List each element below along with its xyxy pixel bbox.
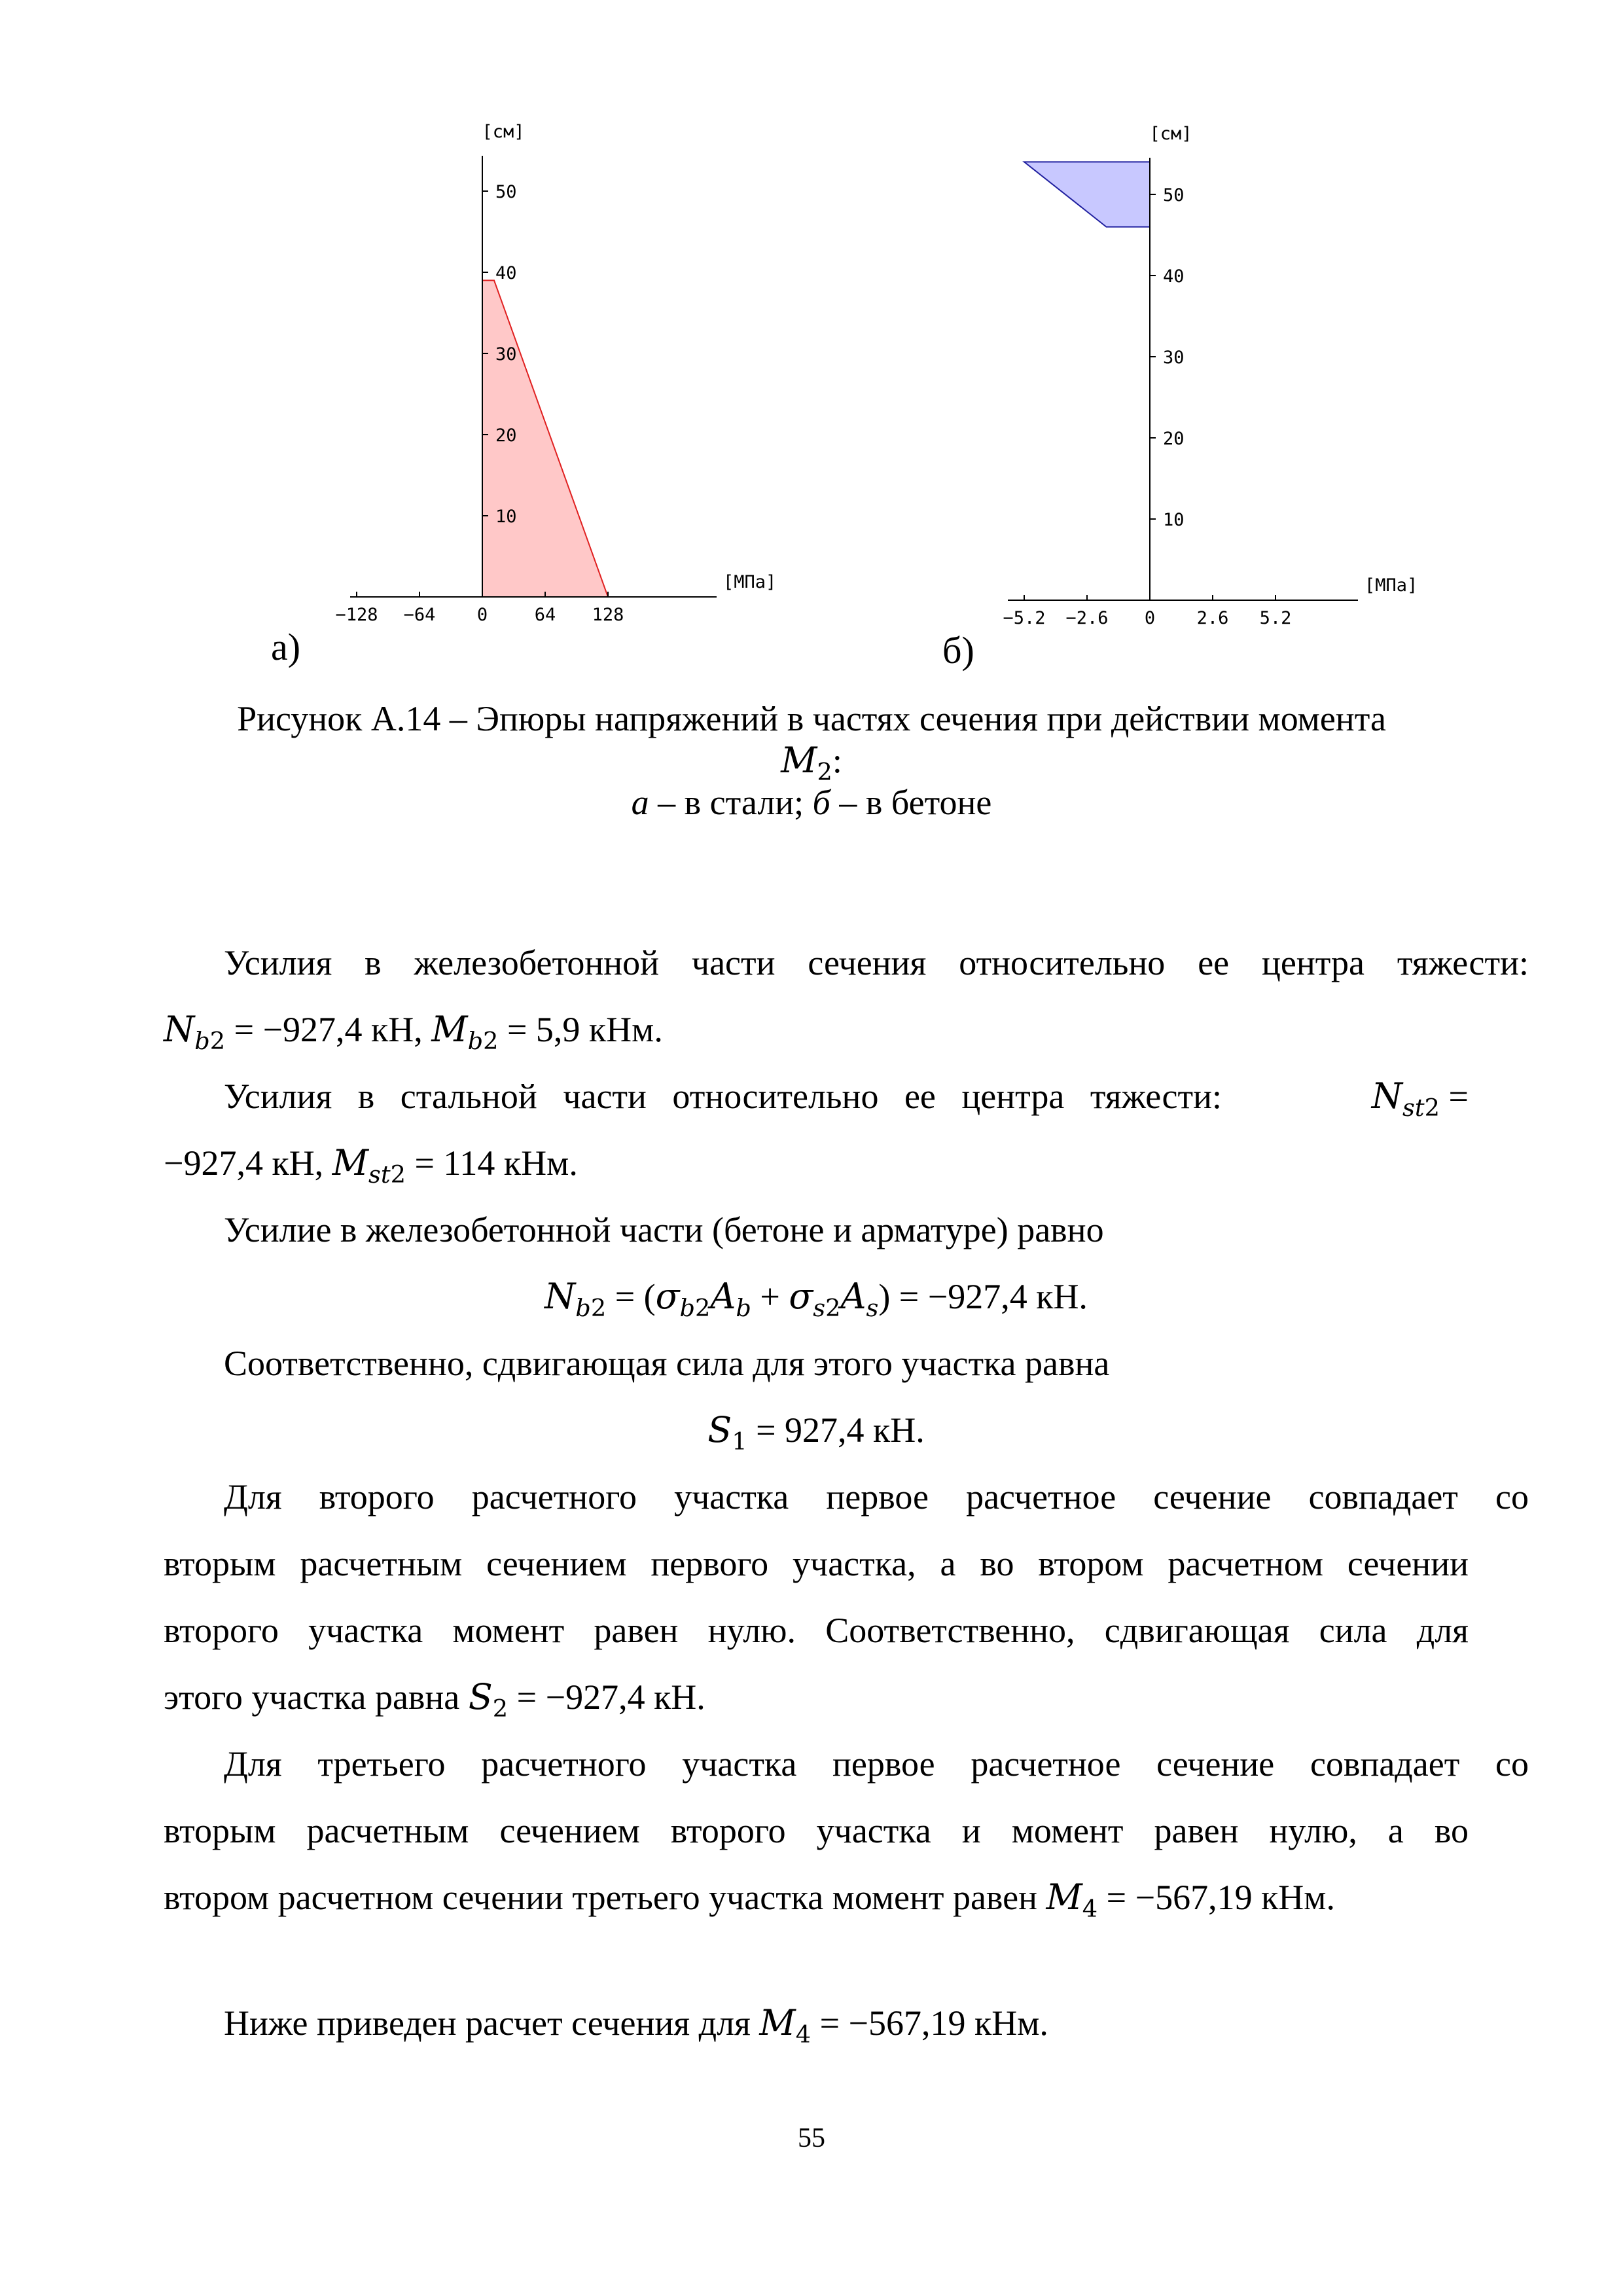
figure-caption	[0, 698, 1623, 823]
y-axis-label: [см]	[482, 122, 525, 142]
paragraph-5-line-1: Для второго расчетного участка первое расчетное сечение совпадает со	[224, 1477, 1529, 1516]
y-tick-label: 10	[1163, 510, 1185, 530]
stress-diagram-steel	[314, 122, 777, 635]
x-axis-label: [МПа]	[1364, 575, 1418, 596]
paragraph-1-line-2: $N_{b2} = -927,4$ кН, $M_{b2} = 5,9$ кНм.	[164, 1009, 663, 1055]
y-tick-label: 20	[1163, 429, 1185, 449]
y-tick-label: 40	[1163, 266, 1185, 287]
page-number: 55	[798, 2123, 825, 2153]
x-tick-label: −64	[403, 605, 436, 625]
paragraph-2-line-2: −927,4 кН, $M_{st2} = 114$ кНм.	[164, 1142, 578, 1189]
y-tick-label: 50	[1163, 185, 1185, 206]
y-tick-label: 20	[495, 425, 517, 446]
paragraph-4: Соответственно, сдвигающая сила для этого участка равна	[224, 1344, 1110, 1383]
paragraph-6-line-1: Для третьего расчетного участка первое расчетное сечение совпадает со	[224, 1744, 1529, 1784]
x-tick-label: 128	[592, 605, 624, 625]
x-tick-label: −128	[335, 605, 378, 625]
stress-diagram-concrete	[982, 124, 1418, 638]
stress-area-concrete	[1024, 162, 1150, 226]
paragraph-6-line-2: вторым расчетным сечением второго участка и момент равен нулю, а во	[164, 1811, 1469, 1850]
x-tick-label: 5.2	[1259, 608, 1292, 628]
paragraph-2-line-1: Усилия в стальной части относительно ее центра тяжести: $N_{st2}$ =	[224, 1075, 1469, 1122]
paragraph-7: Ниже приведен расчет сечения для $M_4 = -567,19$ кНм.	[224, 2002, 1048, 2049]
y-tick-label: 10	[495, 507, 517, 527]
y-tick-label: 30	[1163, 348, 1185, 368]
x-tick-label: 0	[476, 605, 488, 625]
equation-1: $N_{b2} = (\sigma_{b2}A_b + \sigma_{s2}A_s) = -927,4$ кН.	[544, 1276, 1088, 1322]
x-axis-label: [МПа]	[723, 572, 777, 592]
paragraph-3: Усилие в железобетонной части (бетоне и арматуре) равно	[224, 1210, 1104, 1249]
y-tick-label: 40	[495, 263, 517, 283]
paragraph-5-line-2: вторым расчетным сечением первого участка, а во втором расчетном сечении	[164, 1544, 1469, 1583]
caption-moment: $M_2$:	[781, 740, 842, 786]
caption-line-1: Рисунок А.14 – Эпюры напряжений в частях сечения при действии момента	[237, 699, 1386, 738]
panel-b-label: б)	[942, 629, 974, 672]
paragraph-1-line-1: Усилия в железобетонной части сечения относительно ее центра тяжести:	[224, 943, 1529, 982]
caption-legend: а – в стали; б – в бетоне	[631, 783, 992, 822]
x-tick-label: 0	[1144, 608, 1156, 628]
panel-a-label: а)	[271, 626, 301, 668]
x-tick-label: 64	[534, 605, 556, 625]
y-tick-label: 30	[495, 344, 517, 365]
y-tick-label: 50	[495, 182, 517, 202]
y-axis-label: [см]	[1149, 124, 1192, 144]
paragraph-6-line-3: втором расчетном сечении третьего участка момент равен $M_4 = -567,19$ кНм.	[164, 1876, 1335, 1923]
paragraph-5-line-4: этого участка равна $S_2 = -927,4$ кН.	[164, 1676, 705, 1723]
x-tick-label: −2.6	[1065, 608, 1109, 628]
paragraph-5-line-3: второго участка момент равен нулю. Соответственно, сдвигающая сила для	[164, 1611, 1469, 1650]
equation-2: $S_1 = 927,4$ кН.	[707, 1409, 925, 1456]
x-tick-label: −5.2	[1003, 608, 1046, 628]
x-tick-label: 2.6	[1196, 608, 1229, 628]
